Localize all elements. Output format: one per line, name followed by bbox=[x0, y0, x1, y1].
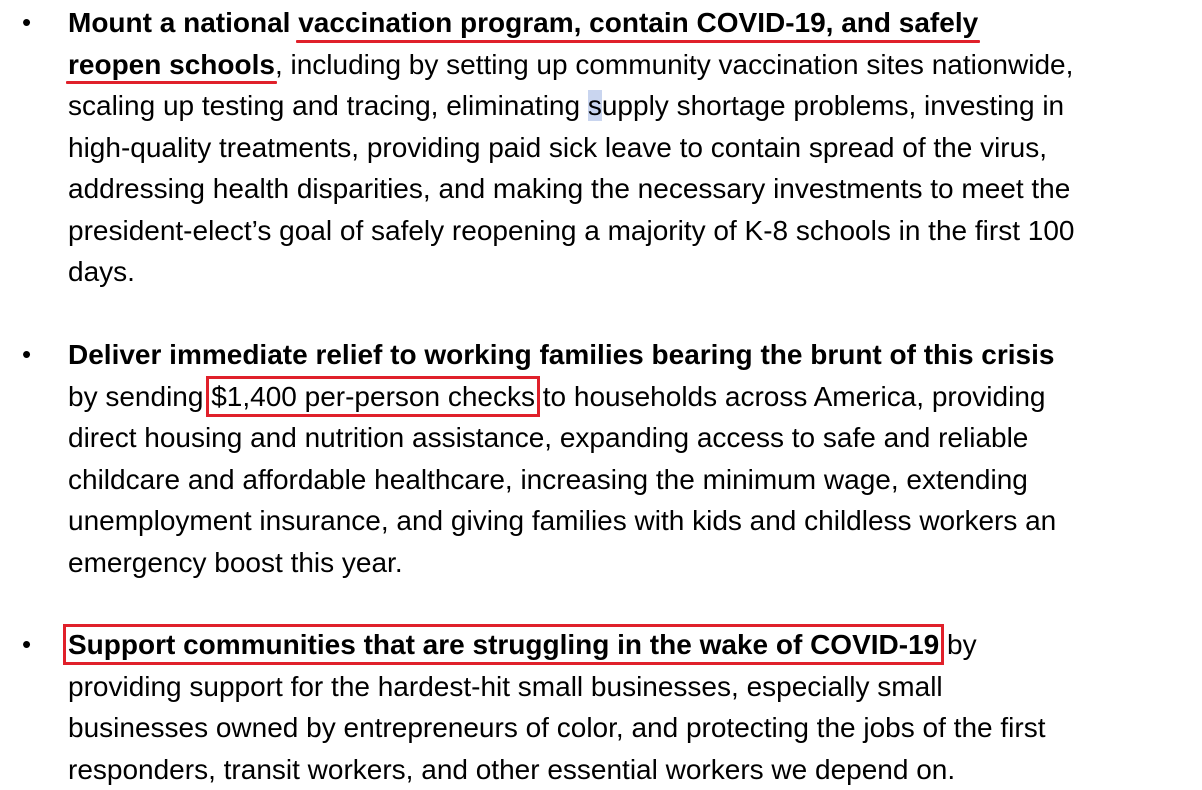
body-text: unemployment insurance, and giving families with kids and childless workers an bbox=[68, 505, 1056, 536]
underlined-highlight: reopen schools bbox=[68, 44, 275, 86]
body-text: upply shortage problems, investing in bbox=[602, 90, 1064, 121]
bullet-item-text bbox=[68, 624, 1198, 790]
bold-heading-text: Deliver immediate relief to working families bearing the brunt of this crisis bbox=[68, 339, 1054, 370]
body-text: addressing health disparities, and making the necessary investments to meet the bbox=[68, 173, 1070, 204]
text-line bbox=[68, 417, 1198, 459]
text-line bbox=[68, 749, 1198, 790]
bullet-item-text bbox=[68, 2, 1198, 293]
body-text: providing support for the hardest-hit small businesses, especially small bbox=[68, 671, 943, 702]
bold-heading-text: Mount a national bbox=[68, 7, 298, 38]
bullet-icon: • bbox=[22, 334, 31, 376]
text-line bbox=[68, 85, 1198, 127]
bullet-icon: • bbox=[22, 2, 31, 44]
text-cursor-selection: s bbox=[588, 90, 602, 121]
body-text: responders, transit workers, and other essential workers we depend on. bbox=[68, 754, 955, 785]
body-text: days. bbox=[68, 256, 135, 287]
body-text: direct housing and nutrition assistance, expanding access to safe and reliable bbox=[68, 422, 1028, 453]
body-text: scaling up testing and tracing, eliminating bbox=[68, 90, 588, 121]
boxed-highlight: Support communities that are struggling in the wake of COVID-19 bbox=[68, 629, 939, 660]
text-line bbox=[68, 210, 1198, 252]
text-line bbox=[68, 44, 1198, 86]
text-line bbox=[68, 127, 1198, 169]
bullet-icon: • bbox=[22, 624, 31, 666]
body-text: president-elect’s goal of safely reopening a majority of K-8 schools in the first 100 bbox=[68, 215, 1074, 246]
bullet-item-text bbox=[68, 334, 1198, 583]
body-text: high-quality treatments, providing paid sick leave to contain spread of the virus, bbox=[68, 132, 1047, 163]
text-line bbox=[68, 251, 1198, 293]
text-line bbox=[68, 666, 1198, 708]
boxed-highlight: $1,400 per-person checks bbox=[211, 381, 535, 412]
text-line bbox=[68, 459, 1198, 501]
text-line bbox=[68, 500, 1198, 542]
text-line bbox=[68, 168, 1198, 210]
text-line bbox=[68, 707, 1198, 749]
body-text: by bbox=[939, 629, 976, 660]
body-text: businesses owned by entrepreneurs of color, and protecting the jobs of the first bbox=[68, 712, 1045, 743]
body-text: emergency boost this year. bbox=[68, 547, 403, 578]
text-line bbox=[68, 2, 1198, 44]
body-text: to households across America, providing bbox=[535, 381, 1046, 412]
body-text: childcare and affordable healthcare, increasing the minimum wage, extending bbox=[68, 464, 1028, 495]
body-text: , including by setting up community vaccination sites nationwide, bbox=[275, 49, 1073, 80]
body-text: by sending bbox=[68, 381, 211, 412]
text-line bbox=[68, 542, 1198, 584]
underlined-highlight: vaccination program, contain COVID-19, and safely bbox=[298, 2, 978, 44]
text-line bbox=[68, 624, 1198, 666]
text-line bbox=[68, 376, 1198, 418]
text-line bbox=[68, 334, 1198, 376]
